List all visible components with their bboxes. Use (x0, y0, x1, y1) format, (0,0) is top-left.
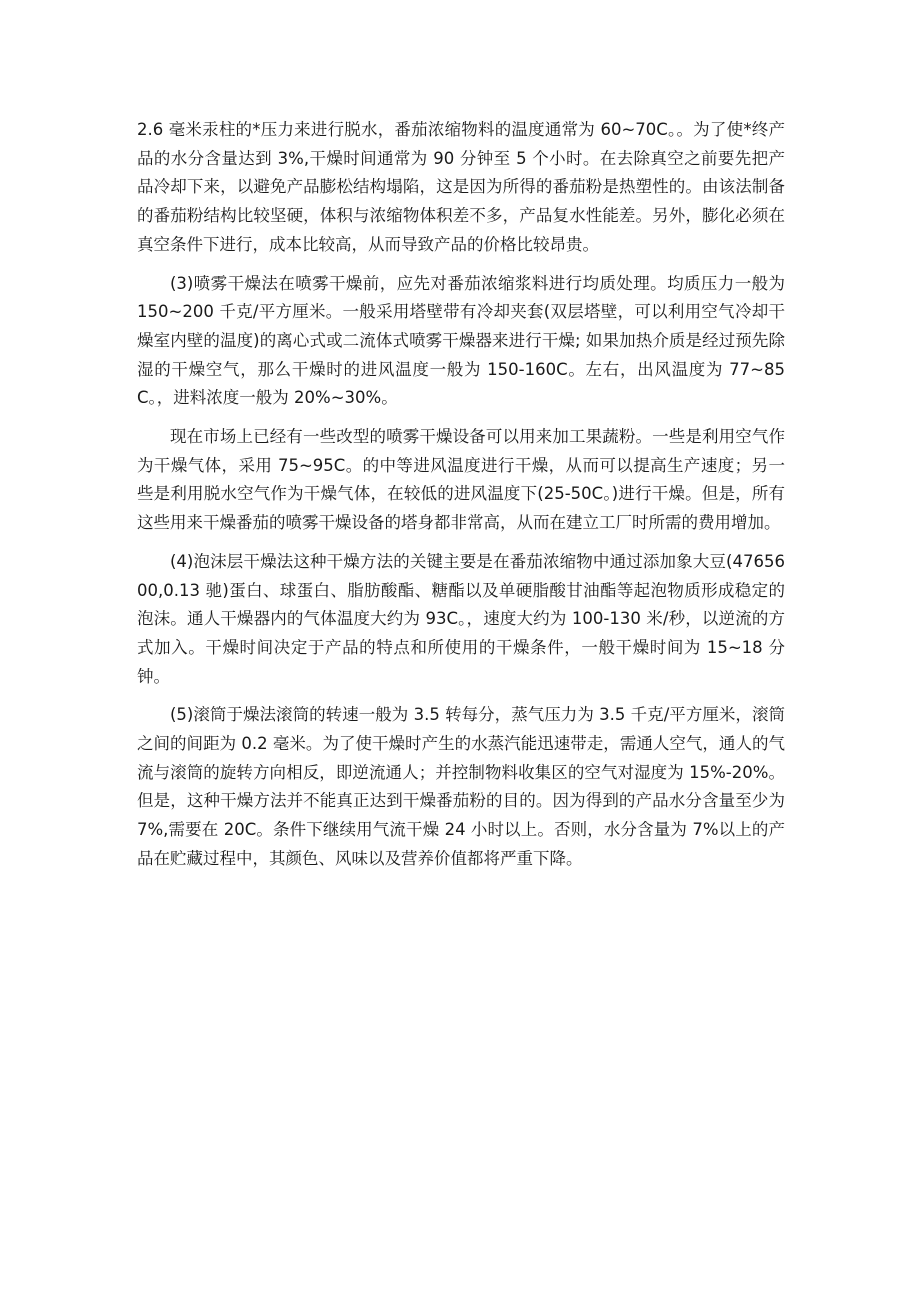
paragraph-drum-drying: (5)滚筒于燥法滚筒的转速一般为 3.5 转每分，蒸气压力为 3.5 千克/平方厘米，滚筒之间的间距为 0.2 毫米。为了使干燥时产生的水蒸汽能迅速带走，需通人空气，通人的气流与滚筒的旋转方向相反，即逆流通人；并控制物料收集区的空气对湿度为 15%-20%。但是，这种干燥方法并不能真正达到干燥番茄粉的目的。因为得到的产品水分含量至少为 7%,需要在 20C。条件下继续用气流干燥 24 小时以上。否则，水分含量为 7%以上的产品在贮藏过程中，其颜色、风味以及营养价值都将严重下降。 (137, 705, 785, 868)
paragraph-vacuum-drying-continued: 2.6 毫米汞柱的*压力来进行脱水，番茄浓缩物料的温度通常为 60~70C。。为了使*终产品的水分含量达到 3%,干燥时间通常为 90 分钟至 5 个小时。在去除真空之前要先把产品冷却下来，以避免产品膨松结构塌陷，这是因为所得的番茄粉是热塑性的。由该法制备的番茄粉结构比较坚硬，体积与浓缩物体积差不多，产品复水性能差。另外，膨化必须在真空条件下进行，成本比较高，从而导致产品的价格比较昂贵。 (137, 120, 785, 254)
paragraph-foam-mat-drying: (4)泡沫层干燥法这种干燥方法的关键主要是在番茄浓缩物中通过添加象大豆(4765600,0.13 驰)蛋白、球蛋白、脂肪酸酯、糖酯以及单硬脂酸甘油酯等起泡物质形成稳定的泡沫。通人干燥器内的气体温度大约为 93C。，速度大约为 100-130 米/秒，以逆流的方式加入。干燥时间决定于产品的特点和所使用的干燥条件，一般干燥时间为 15~18 分钟。 (137, 551, 785, 686)
document-page (137, 116, 785, 874)
paragraph-modified-spray-drying: 现在市场上已经有一些改型的喷雾干燥设备可以用来加工果蔬粉。一些是利用空气作为干燥气体，采用 75~95C。的中等进风温度进行干燥，从而可以提高生产速度；另一些是利用脱水空气作为干燥气体，在较低的进风温度下(25-50C。)进行干燥。但是，所有这些用来干燥番茄的喷雾干燥设备的塔身都非常高，从而在建立工厂时所需的费用增加。 (137, 427, 785, 533)
paragraph-spray-drying: (3)喷雾干燥法在喷雾干燥前，应先对番茄浓缩浆料进行均质处理。均质压力一般为 150~200 千克/平方厘米。一般采用塔壁带有冷却夹套(双层塔壁，可以利用空气冷却干燥室内壁的温度)的离心式或二流体式喷雾干燥器来进行干燥; 如果加热介质是经过预先除湿的干燥空气，那么干燥时的进风温度一般为 150-160C。左右，出风温度为 77~85C。，进料浓度一般为 20%~30%。 (137, 273, 785, 408)
